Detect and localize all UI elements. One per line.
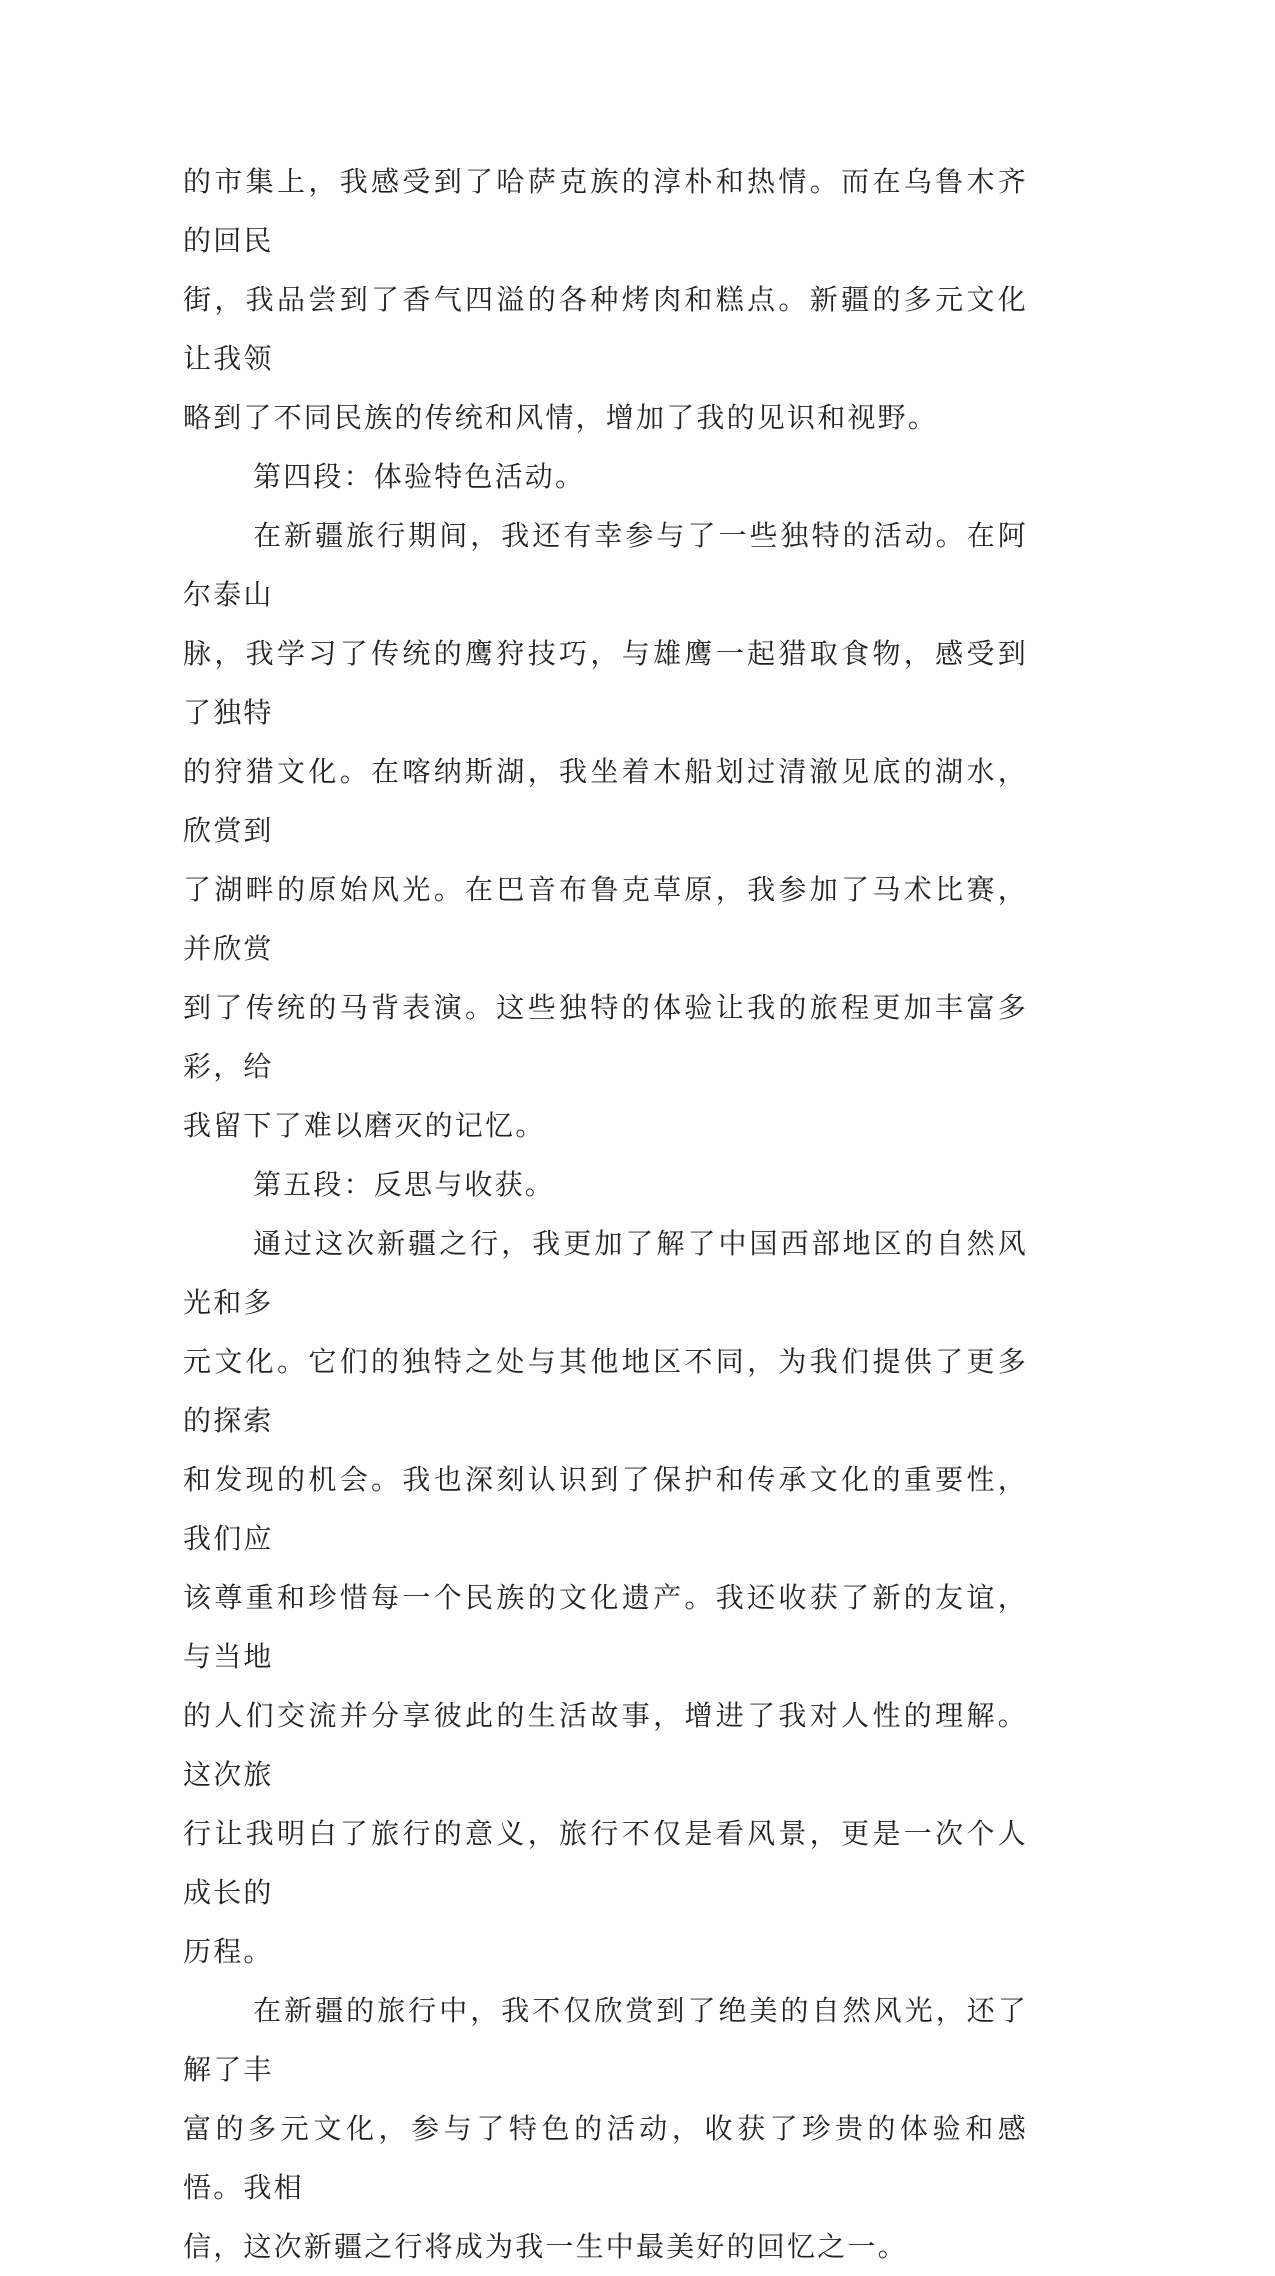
section-heading-4: 第四段：体验特色活动。 [253,460,586,493]
document-page [183,152,1028,2276]
paragraph-conclusion: 在新疆的旅行中，我不仅欣赏到了绝美的自然风光，还了解了丰 富的多元文化，参与了特色的活动，收获了珍贵的体验和感悟。我相 信，这次新疆之行将成为我一生中最美好的回忆之一。 [183,1994,1028,2263]
paragraph-continuation: 的市集上，我感受到了哈萨克族的淳朴和热情。而在乌鲁木齐的回民 街，我品尝到了香气四溢的各种烤肉和糕点。新疆的多元文化让我领 略到了不同民族的传统和风情，增加了我的见识和视野。 [183,165,1028,434]
section-heading-5: 第五段：反思与收获。 [253,1168,556,1201]
paragraph-reflection: 通过这次新疆之行，我更加了解了中国西部地区的自然风光和多 元文化。它们的独特之处与其他地区不同，为我们提供了更多的探索 和发现的机会。我也深刻认识到了保护和传承文化的重要性，我们应 该尊重和珍惜每一个民族的文化遗产。我还收获了新的友谊，与当地 的人们交流并分享彼此的生活故事，增进了我对人性的理解。这次旅 行让我明白了旅行的意义，旅行不仅是看风景，更是一次个人成长的 历程。 [183,1227,1028,1968]
paragraph-activities: 在新疆旅行期间，我还有幸参与了一些独特的活动。在阿尔泰山 脉，我学习了传统的鹰狩技巧，与雄鹰一起猎取食物，感受到了独特 的狩猎文化。在喀纳斯湖，我坐着木船划过清澈见底的湖水，欣赏到 了湖畔的原始风光。在巴音布鲁克草原，我参加了马术比赛，并欣赏 到了传统的马背表演。这些独特的体验让我的旅程更加丰富多彩，给 我留下了难以磨灭的记忆。 [183,519,1028,1142]
